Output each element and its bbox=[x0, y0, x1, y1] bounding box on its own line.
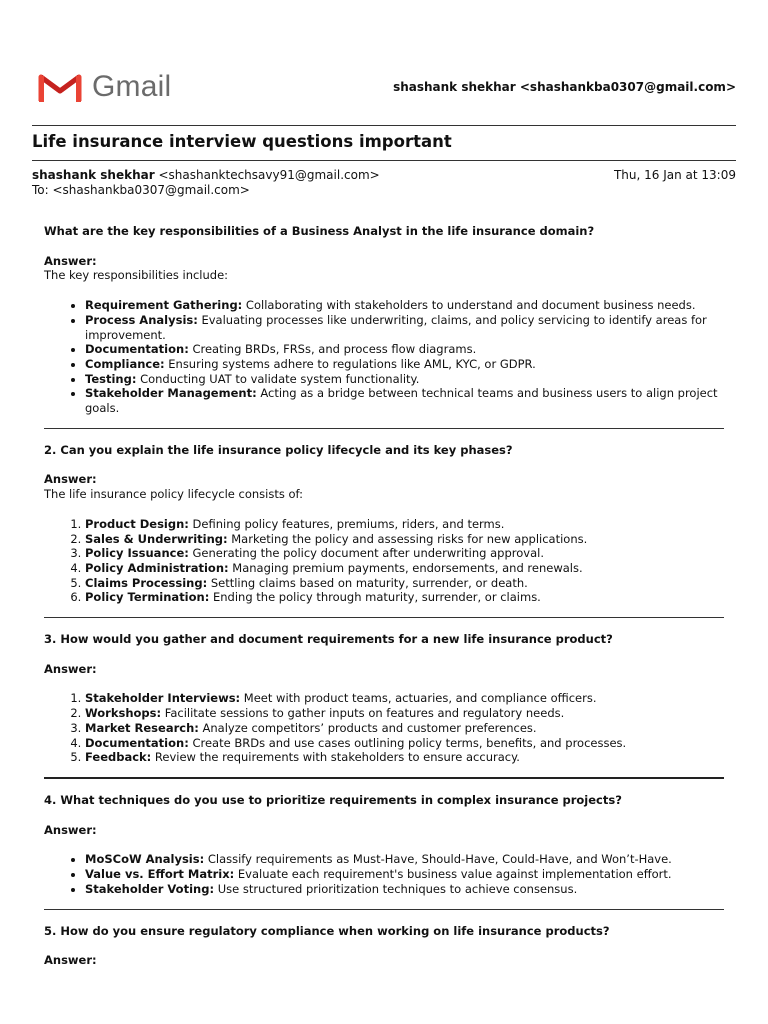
question-1: What are the key responsibilities of a Business Analyst in the life insurance domain? bbox=[44, 224, 595, 238]
list-item: 3. Market Research: Analyze competitors’ products and customer preferences. bbox=[85, 721, 724, 736]
answer-label-5: Answer: bbox=[44, 953, 97, 968]
list-item: • Compliance: Ensuring systems adhere to regulations like AML, KYC, or GDPR. bbox=[85, 357, 724, 372]
sender-email: <shashanktechsavy91@gmail.com> bbox=[158, 168, 380, 182]
list-item: 3. Policy Issuance: Generating the policy document after underwriting approval. bbox=[85, 546, 724, 561]
question-4: 4. What techniques do you use to prioritize requirements in complex insurance projects? bbox=[44, 792, 622, 807]
list-item: • Stakeholder Voting: Use structured prioritization techniques to achieve consensus. bbox=[85, 882, 724, 897]
gmail-logo bbox=[38, 70, 171, 104]
list-item: 4. Documentation: Create BRDs and use cases outlining policy terms, benefits, and processes. bbox=[85, 736, 724, 751]
question-2: 2. Can you explain the life insurance policy lifecycle and its key phases? bbox=[44, 442, 513, 457]
list-item: • Requirement Gathering: Collaborating with stakeholders to understand and document business needs. bbox=[85, 298, 724, 313]
list-item: 1. Stakeholder Interviews: Meet with product teams, actuaries, and compliance officers. bbox=[85, 691, 724, 706]
list-item: • Process Analysis: Evaluating processes like underwriting, claims, and policy servicing to identify areas for improvement. bbox=[85, 313, 724, 342]
section-divider bbox=[44, 909, 724, 910]
answer-intro-1: The key responsibilities include: bbox=[44, 268, 229, 283]
list-item: 5. Claims Processing: Settling claims based on maturity, surrender, or death. bbox=[85, 576, 724, 591]
email-subject: Life insurance interview questions important bbox=[32, 132, 452, 151]
section-divider bbox=[44, 777, 724, 779]
answer-label-4: Answer: bbox=[44, 822, 97, 837]
section-divider bbox=[44, 617, 724, 618]
gmail-envelope-icon bbox=[38, 71, 82, 103]
list-item: • MoSCoW Analysis: Classify requirements as Must-Have, Should-Have, Could-Have, and Won’t-Have. bbox=[85, 852, 724, 867]
list-item: 4. Policy Administration: Managing premium payments, endorsements, and renewals. bbox=[85, 561, 724, 576]
prioritization-list bbox=[44, 852, 724, 896]
account-identity: shashank shekhar <shashankba0307@gmail.com> bbox=[393, 80, 736, 94]
header-divider bbox=[32, 125, 736, 126]
question-3: 3. How would you gather and document requirements for a new life insurance product? bbox=[44, 632, 613, 647]
email-date: Thu, 16 Jan at 13:09 bbox=[613, 168, 736, 182]
sender-name: shashank shekhar bbox=[32, 168, 155, 182]
gmail-wordmark: Gmail bbox=[92, 70, 172, 103]
list-item: • Stakeholder Management: Acting as a bridge between technical teams and business users to align project goals. bbox=[85, 386, 724, 415]
requirements-gathering-list bbox=[44, 691, 724, 765]
list-item: 2. Workshops: Facilitate sessions to gather inputs on features and regulatory needs. bbox=[85, 706, 724, 721]
subject-divider bbox=[32, 160, 736, 161]
answer-label-3: Answer: bbox=[44, 661, 97, 676]
answer-intro-2: The life insurance policy lifecycle consists of: bbox=[44, 487, 304, 502]
sender-line bbox=[32, 168, 380, 182]
list-item: 2. Sales & Underwriting: Marketing the policy and assessing risks for new applications. bbox=[85, 532, 724, 547]
answer-label-1: Answer: bbox=[44, 253, 97, 268]
recipient-line: To: <shashankba0307@gmail.com> bbox=[32, 183, 250, 197]
responsibilities-list bbox=[44, 298, 724, 416]
section-divider bbox=[44, 428, 724, 429]
page-header bbox=[0, 62, 768, 112]
list-item: 5. Feedback: Review the requirements with stakeholders to ensure accuracy. bbox=[85, 750, 724, 765]
list-item: 1. Product Design: Defining policy features, premiums, riders, and terms. bbox=[85, 517, 724, 532]
lifecycle-list bbox=[44, 517, 724, 605]
list-item: • Value vs. Effort Matrix: Evaluate each requirement's business value against implementation effort. bbox=[85, 867, 724, 882]
email-body bbox=[44, 224, 724, 968]
answer-label-2: Answer: bbox=[44, 472, 97, 487]
list-item: • Testing: Conducting UAT to validate system functionality. bbox=[85, 372, 724, 387]
list-item: 6. Policy Termination: Ending the policy through maturity, surrender, or claims. bbox=[85, 590, 724, 605]
list-item: • Documentation: Creating BRDs, FRSs, and process flow diagrams. bbox=[85, 342, 724, 357]
question-5: 5. How do you ensure regulatory compliance when working on life insurance products? bbox=[44, 923, 610, 938]
